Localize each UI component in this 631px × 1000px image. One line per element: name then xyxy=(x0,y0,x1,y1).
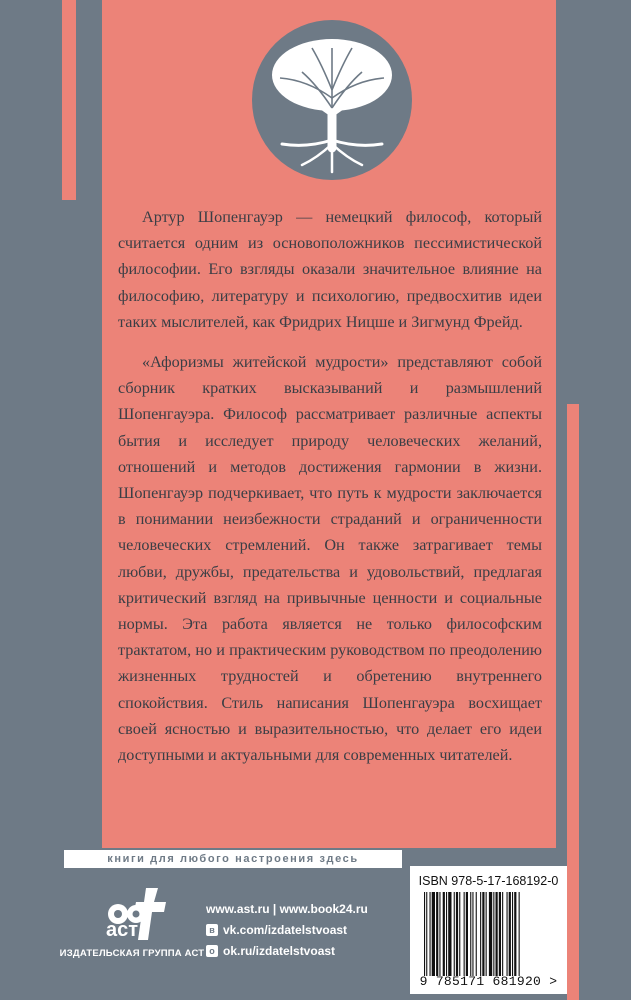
barcode-bar xyxy=(514,892,516,976)
websites-text[interactable]: www.ast.ru | www.book24.ru xyxy=(206,901,368,916)
vk-text[interactable]: vk.com/izdatelstvoast xyxy=(223,922,348,937)
barcode-bar xyxy=(443,892,445,976)
tree-of-life-icon xyxy=(252,20,412,180)
barcode-bar xyxy=(446,892,447,976)
barcode-bar xyxy=(470,892,471,976)
vk-link[interactable] xyxy=(206,919,368,940)
paragraph-author: Артур Шопенгауэр — немецкий философ, который считается одним из основоположников пессимистической философии. Его взгляды оказали значительное влияние на философию, литературу и психологию, предвосхитив идеи таких мыслителей, как Фридрих Ницше и Зигмунд Фрейд. xyxy=(118,208,542,331)
barcode-bar xyxy=(486,892,487,976)
barcode-bar xyxy=(464,892,465,976)
barcode-bar xyxy=(507,892,508,976)
barcode-bar xyxy=(502,892,503,976)
barcode-bar xyxy=(436,892,438,976)
ok-text[interactable]: ok.ru/izdatelstvoast xyxy=(223,943,336,958)
barcode-bar xyxy=(480,892,481,976)
logo-text: аст xyxy=(106,919,139,941)
barcode-bar xyxy=(456,892,458,976)
barcode-bar xyxy=(499,892,501,976)
slogan-banner: книги для любого настроения здесь xyxy=(64,850,402,868)
ok-link[interactable] xyxy=(206,940,368,961)
ast-logo xyxy=(76,874,172,946)
barcode-bar xyxy=(509,892,511,976)
barcode-bar xyxy=(493,892,494,976)
barcode-bar xyxy=(482,892,484,976)
barcode-bar xyxy=(476,892,477,976)
barcode xyxy=(422,892,560,976)
description-text xyxy=(118,204,542,782)
isbn-label: ISBN 978-5-17-168192-0 xyxy=(418,874,559,888)
isbn-box xyxy=(410,866,567,994)
barcode-bar xyxy=(439,892,440,976)
isbn-digits: 9 785171 681920 > xyxy=(419,974,558,989)
barcode-bar xyxy=(459,892,460,976)
right-stripe xyxy=(567,404,579,1000)
barcode-bar xyxy=(472,892,473,976)
barcode-bar xyxy=(496,892,498,976)
barcode-bar xyxy=(430,892,431,976)
barcode-bar xyxy=(489,892,492,976)
website-links[interactable] xyxy=(206,898,368,919)
vk-icon: в xyxy=(206,924,218,936)
barcode-bar xyxy=(454,892,455,976)
publisher-name: ИЗДАТЕЛЬСКАЯ ГРУППА АСТ xyxy=(59,948,205,959)
barcode-bar xyxy=(512,892,513,976)
publisher-links xyxy=(206,898,368,961)
barcode-bar xyxy=(426,892,427,976)
barcode-bar xyxy=(432,892,435,976)
barcode-bar xyxy=(424,892,425,976)
barcode-bar xyxy=(519,892,520,976)
paragraph-book: «Афоризмы житейской мудрости» представляют собой сборник кратких высказываний и размышлений Шопенгауэра. Философ рассматривает различные аспекты бытия и исследует природу человеческих желаний, отношений и методов достижения гармонии в жизни. Шопенгауэр подчеркивает, что путь к мудрости заключается в понимании неизбежности страданий и ограниченности человеческих стремлений. Он также затрагивает темы любви, дружбы, предательства и удовольствий, предлагая критический взгляд на привычные ценности и социальные нормы. Эта работа является не только философским трактатом, но и практическим руководством по преодолению жизненных трудностей и обретению внутреннего спокойствия. Стиль написания Шопенгауэра восхищает своей ясностью и выразительностью, что делает его идеи доступными и актуальными для современных читателей. xyxy=(118,353,542,765)
barcode-bar xyxy=(448,892,451,976)
ok-icon: о xyxy=(206,945,218,957)
barcode-bar xyxy=(466,892,468,976)
left-stripe xyxy=(62,0,76,200)
